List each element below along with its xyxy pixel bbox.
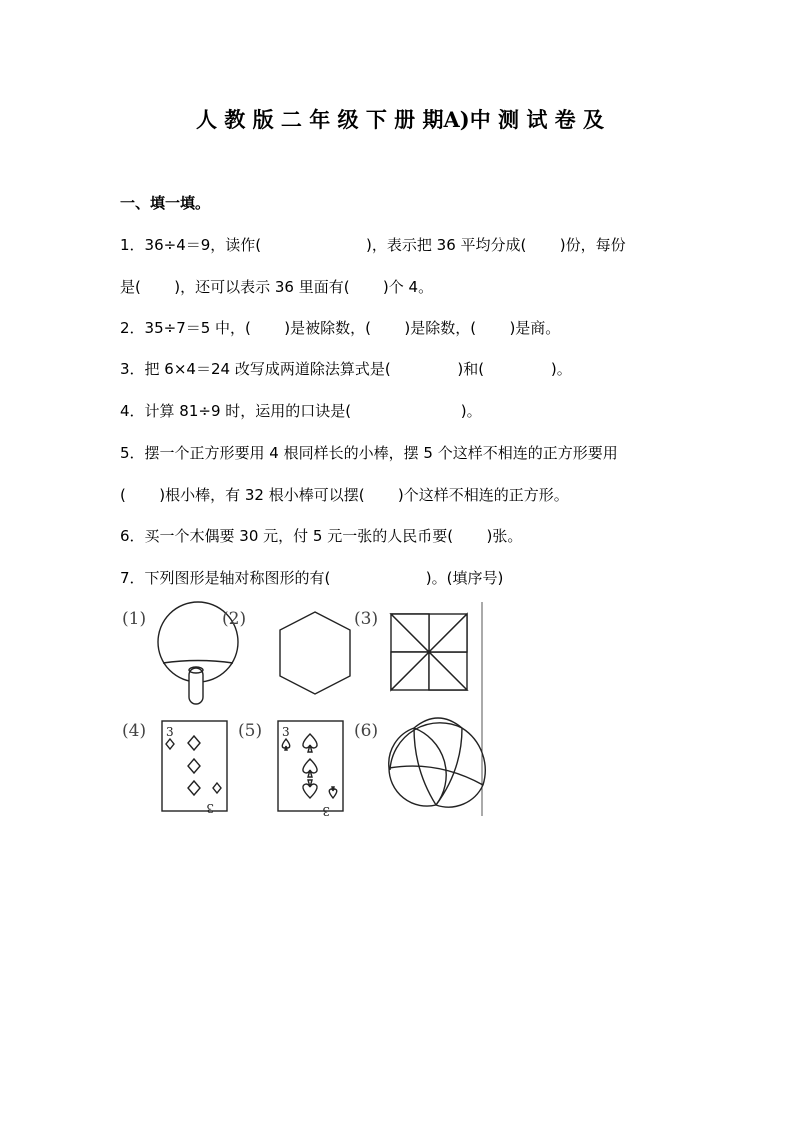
question-line: ( )根小棒，有 32 根小棒可以摆( )个这样不相连的正方形。: [120, 486, 569, 504]
hexagon-figure: [280, 612, 350, 694]
figure-panel: [118, 600, 488, 820]
question-line: 5．摆一个正方形要用 4 根同样长的小棒，摆 5 个这样不相连的正方形要用: [120, 444, 618, 462]
figure-label-2: (2): [222, 609, 247, 629]
card-rank: 3: [166, 725, 174, 739]
question-line: 2．35÷7＝5 中，( )是被除数，( )是除数，( )是商。: [120, 319, 561, 337]
question-line: 6．买一个木偶要 30 元，付 5 元一张的人民币要( )张。: [120, 527, 523, 545]
diamond-card-figure: [162, 721, 227, 815]
question-line: 4．计算 81÷9 时，运用的口诀是( )。: [120, 402, 482, 420]
question-line: 3．把 6×4＝24 改写成两道除法算式是( )和( )。: [120, 360, 572, 378]
question-line: 1．36÷4＝9，读作( )，表示把 36 平均分成( )份，每份: [120, 236, 626, 254]
figure-label-3: (3): [354, 609, 379, 629]
page-title: 人 教 版 二 年 级 下 册 期A)中 测 试 卷 及: [196, 107, 604, 132]
card-rank: 3: [282, 725, 290, 739]
triquetra-figure: [389, 718, 485, 807]
section-heading: 一、填一填。: [120, 194, 211, 212]
card-rank-flipped: 3: [206, 801, 214, 815]
figures-svg: [118, 600, 488, 820]
pinwheel-figure: [391, 614, 467, 690]
card-rank-flipped: 3: [322, 804, 330, 818]
figure-label-1: (1): [122, 609, 147, 629]
spade-card-figure: [278, 721, 343, 818]
figure-label-5: (5): [238, 721, 263, 741]
figure-label-6: (6): [354, 721, 379, 741]
figure-label-4: (4): [122, 721, 147, 741]
question-line: 是( )，还可以表示 36 里面有( )个 4。: [120, 278, 434, 296]
question-line: 7．下列图形是轴对称图形的有( )。(填序号): [120, 569, 504, 587]
